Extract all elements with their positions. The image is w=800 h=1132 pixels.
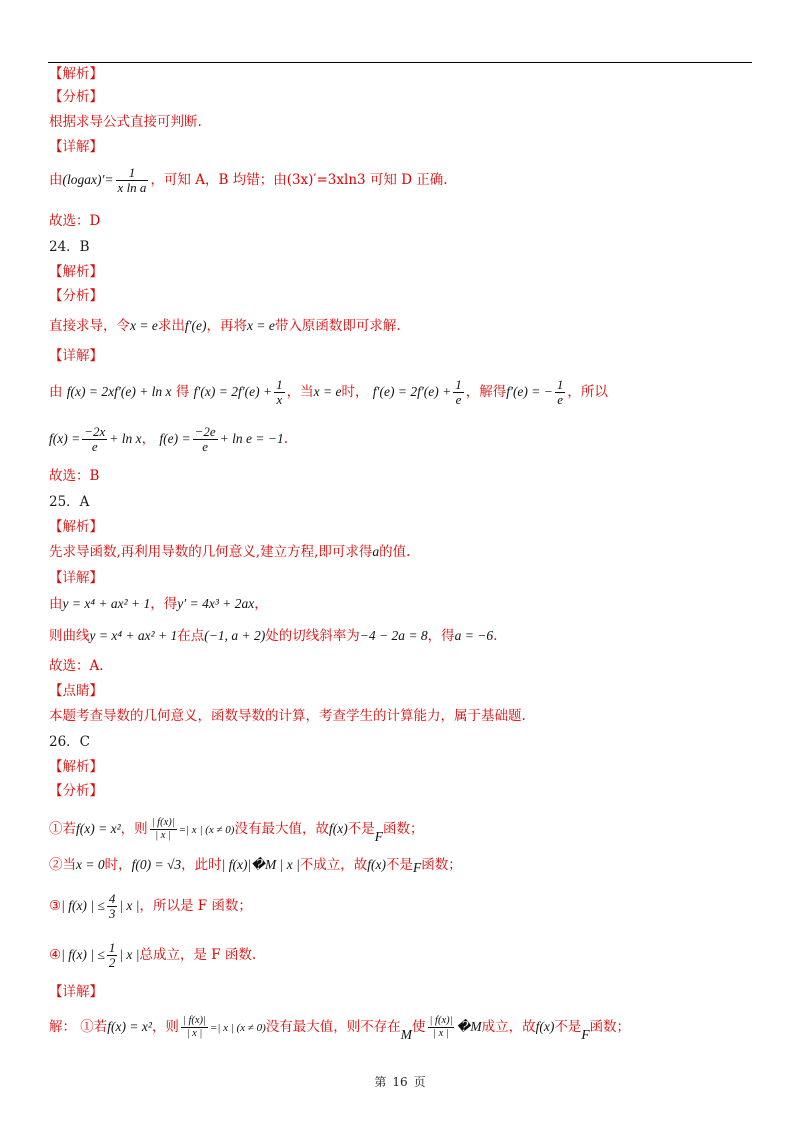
text: ，此时 — [181, 857, 222, 873]
frac-num: 1 — [276, 377, 283, 392]
frac-num: −2x — [84, 424, 106, 439]
text: 没有最大值，则不存在 — [265, 1019, 401, 1035]
math-expr: y = x⁴ + ax² + 1 — [89, 628, 178, 643]
math-expr: −4 − 2a = 8 — [359, 628, 428, 643]
frac-num: −2e — [194, 424, 216, 439]
q24-detail-line-1 — [49, 378, 608, 407]
text: 由 — [49, 596, 63, 612]
math-expr: f(x) = 2xf′(e) + ln x — [66, 384, 172, 399]
text: 处的切线斜率为 — [265, 628, 360, 644]
math-expr: f(x) = x² — [76, 821, 121, 836]
frac-num: 4 — [108, 891, 116, 906]
q25-dianjing-text: 本题考查导数的几何意义，函数导数的计算，考查学生的计算能力，属于基础题. — [49, 708, 526, 724]
math-expr: f(e) = — [159, 431, 191, 446]
q25-dianjing-heading: 【点睛】 — [49, 683, 103, 699]
q25-jiexi-heading: 【解析】 — [49, 519, 103, 535]
frac-den: | x | — [186, 1028, 203, 1039]
text: ，当 — [286, 384, 314, 400]
q23-fenxi-text: 根据求导公式直接可判断. — [49, 114, 202, 130]
math-expr: f(x) — [328, 821, 348, 836]
q26-detail-line — [49, 1015, 630, 1040]
text: ④ — [49, 947, 62, 963]
q25-choice: 故选：A. — [49, 658, 104, 674]
q24-fenxi-heading: 【分析】 — [49, 288, 103, 304]
text: ，则 — [151, 1019, 179, 1035]
text: 在点 — [177, 628, 205, 644]
text: 函数； — [421, 857, 462, 873]
text: 带入原函数即可求解. — [274, 318, 401, 334]
math-expr: f(x) — [367, 857, 387, 872]
frac-num: 1 — [556, 377, 564, 392]
fraction — [181, 1015, 208, 1040]
text: . — [283, 431, 289, 447]
math-expr: + ln x — [109, 431, 142, 446]
math-expr: y = x⁴ + ax² + 1 — [62, 596, 151, 611]
q26-item-1 — [49, 817, 423, 842]
math-expr: | f(x) | ≤ — [61, 947, 105, 962]
math-expr: | x | — [119, 898, 140, 913]
frac-num: | f(x)| — [429, 1015, 453, 1026]
text: ，解得 — [465, 384, 507, 400]
text: ③ — [49, 898, 62, 914]
text: 得 — [175, 384, 190, 400]
q24-choice: 故选：B — [49, 468, 100, 484]
fraction — [453, 378, 464, 407]
text: ， — [141, 431, 156, 447]
frac-den: e — [91, 439, 98, 454]
text: 时， — [104, 857, 132, 873]
q23-xiangjie-heading: 【详解】 — [49, 139, 103, 155]
math-expr: f(x) = — [49, 431, 81, 446]
text: 直接求导，令 — [49, 318, 130, 334]
math-expr: f′(x) = 2f′(e) + — [193, 384, 273, 399]
text: ，则 — [120, 821, 148, 837]
fraction — [107, 892, 118, 921]
text: 使 — [412, 1019, 426, 1035]
q25-detail-line-2 — [49, 627, 497, 645]
math-expr: (logax)′= — [62, 172, 114, 187]
fraction — [193, 425, 218, 454]
fraction — [116, 166, 149, 195]
q24-detail-line-2 — [49, 425, 288, 454]
q24-fenxi-text — [49, 317, 401, 335]
text: ，可知 A，B 均错；由(3x)′=3xln3 可知 D 正确. — [150, 172, 448, 188]
frac-num: 1 — [108, 940, 116, 955]
frac-num: 1 — [116, 166, 149, 181]
q25-jiexi-text — [49, 543, 410, 561]
q26-number: 26．C — [49, 734, 91, 750]
frac-den: | x | — [433, 1028, 449, 1039]
text: 不是 — [386, 857, 414, 873]
q25-xiangjie-heading: 【详解】 — [49, 570, 103, 586]
math-expr: f′(e) = 2f′(e) + — [372, 384, 452, 399]
text: 总成立，是 F 函数. — [139, 947, 257, 963]
text: 不是 — [554, 1019, 582, 1035]
math-expr: x = e — [130, 318, 158, 333]
frac-den: e — [455, 392, 462, 407]
frac-num: 1 — [455, 377, 462, 392]
text: ，得 — [427, 628, 455, 644]
math-expr: M — [400, 1027, 413, 1042]
text: 求出 — [157, 318, 185, 334]
frac-num: | f(x)| — [151, 817, 175, 828]
text: ， — [254, 596, 268, 612]
page-number: 16 — [392, 1075, 408, 1089]
text: 不成立，故 — [299, 857, 368, 873]
text: 没有最大值，故 — [234, 821, 329, 837]
q23-fenxi-heading: 【分析】 — [49, 89, 103, 105]
frac-den: e — [202, 439, 209, 454]
math-expr: x = 0 — [76, 857, 105, 872]
fraction — [555, 378, 566, 407]
header-rule — [48, 62, 752, 63]
text: ①若 — [49, 821, 76, 837]
math-expr: =| x | (x ≠ 0) — [209, 1022, 266, 1034]
text: 不是 — [347, 821, 375, 837]
text: 由 — [49, 384, 63, 400]
text: ，再将 — [206, 318, 248, 334]
text: . — [493, 628, 498, 644]
q24-jiexi-heading: 【解析】 — [49, 264, 103, 280]
math-expr: f(0) = √3 — [131, 857, 182, 872]
q26-item-4 — [49, 941, 256, 970]
math-expr: a = −6 — [454, 628, 494, 643]
math-expr: f′(e) — [184, 318, 207, 333]
text: 由 — [49, 172, 63, 188]
math-expr: | f(x) | ≤ — [61, 898, 105, 913]
q26-fenxi-heading: 【分析】 — [49, 783, 103, 799]
frac-num: | f(x)| — [182, 1015, 206, 1026]
math-expr: =| x | (x ≠ 0) — [178, 824, 235, 836]
q26-jiexi-heading: 【解析】 — [49, 759, 103, 775]
q23-choice: 故选：D — [49, 213, 101, 229]
q25-detail-line-1 — [49, 595, 268, 613]
text: ②当 — [49, 857, 76, 873]
math-expr: f(x) — [535, 1019, 555, 1034]
text: 时， — [341, 384, 369, 400]
frac-den: e — [557, 392, 564, 407]
fraction — [107, 941, 118, 970]
math-expr: �M — [456, 1019, 482, 1034]
page-footer — [0, 1073, 800, 1090]
math-expr: | x | — [119, 947, 140, 962]
q24-xiangjie-heading: 【详解】 — [49, 348, 103, 364]
math-expr: x = e — [247, 318, 275, 333]
fraction — [274, 378, 285, 407]
text: 则曲线 — [49, 628, 90, 644]
math-expr: a — [372, 544, 380, 559]
frac-den: | x | — [155, 830, 171, 841]
math-expr: F — [374, 829, 383, 844]
math-expr: F — [413, 860, 422, 875]
q26-item-2 — [49, 856, 462, 874]
math-expr: f′(e) = − — [506, 384, 553, 399]
text: 的值. — [379, 544, 411, 560]
footer-prefix: 第 — [374, 1075, 387, 1089]
math-expr: x = e — [313, 384, 342, 399]
footer-suffix: 页 — [413, 1075, 426, 1089]
text: 解： ①若 — [49, 1019, 108, 1035]
text: ，所以是 F 函数； — [139, 898, 252, 914]
frac-den: x — [276, 392, 283, 407]
math-expr: y′ = 4x³ + 2ax — [177, 596, 255, 611]
math-expr: F — [581, 1027, 590, 1042]
frac-den: x ln a — [117, 180, 147, 195]
fraction — [428, 1015, 455, 1040]
math-expr: f(x) = x² — [107, 1019, 152, 1034]
q24-number: 24．B — [49, 239, 90, 255]
text: 成立，故 — [481, 1019, 536, 1035]
frac-den: 3 — [108, 906, 116, 921]
q26-xiangjie-heading: 【详解】 — [49, 984, 103, 1000]
q26-item-3 — [49, 892, 252, 921]
math-expr: | f(x)|�M | x | — [221, 857, 300, 872]
text: ，得 — [150, 596, 178, 612]
text: 函数； — [382, 821, 424, 837]
math-expr: + ln e = −1 — [219, 431, 284, 446]
fraction — [150, 817, 177, 842]
math-expr: (−1, a + 2) — [204, 628, 266, 643]
fraction — [82, 425, 107, 454]
q23-jiexi-heading: 【解析】 — [49, 66, 103, 82]
text: 先求导函数,再利用导数的几何意义,建立方程,即可求得 — [49, 544, 373, 560]
q23-detail-line — [49, 166, 448, 195]
frac-den: 2 — [108, 955, 116, 970]
q25-number: 25．A — [49, 494, 90, 510]
text: 函数； — [589, 1019, 631, 1035]
text: ，所以 — [567, 384, 608, 400]
